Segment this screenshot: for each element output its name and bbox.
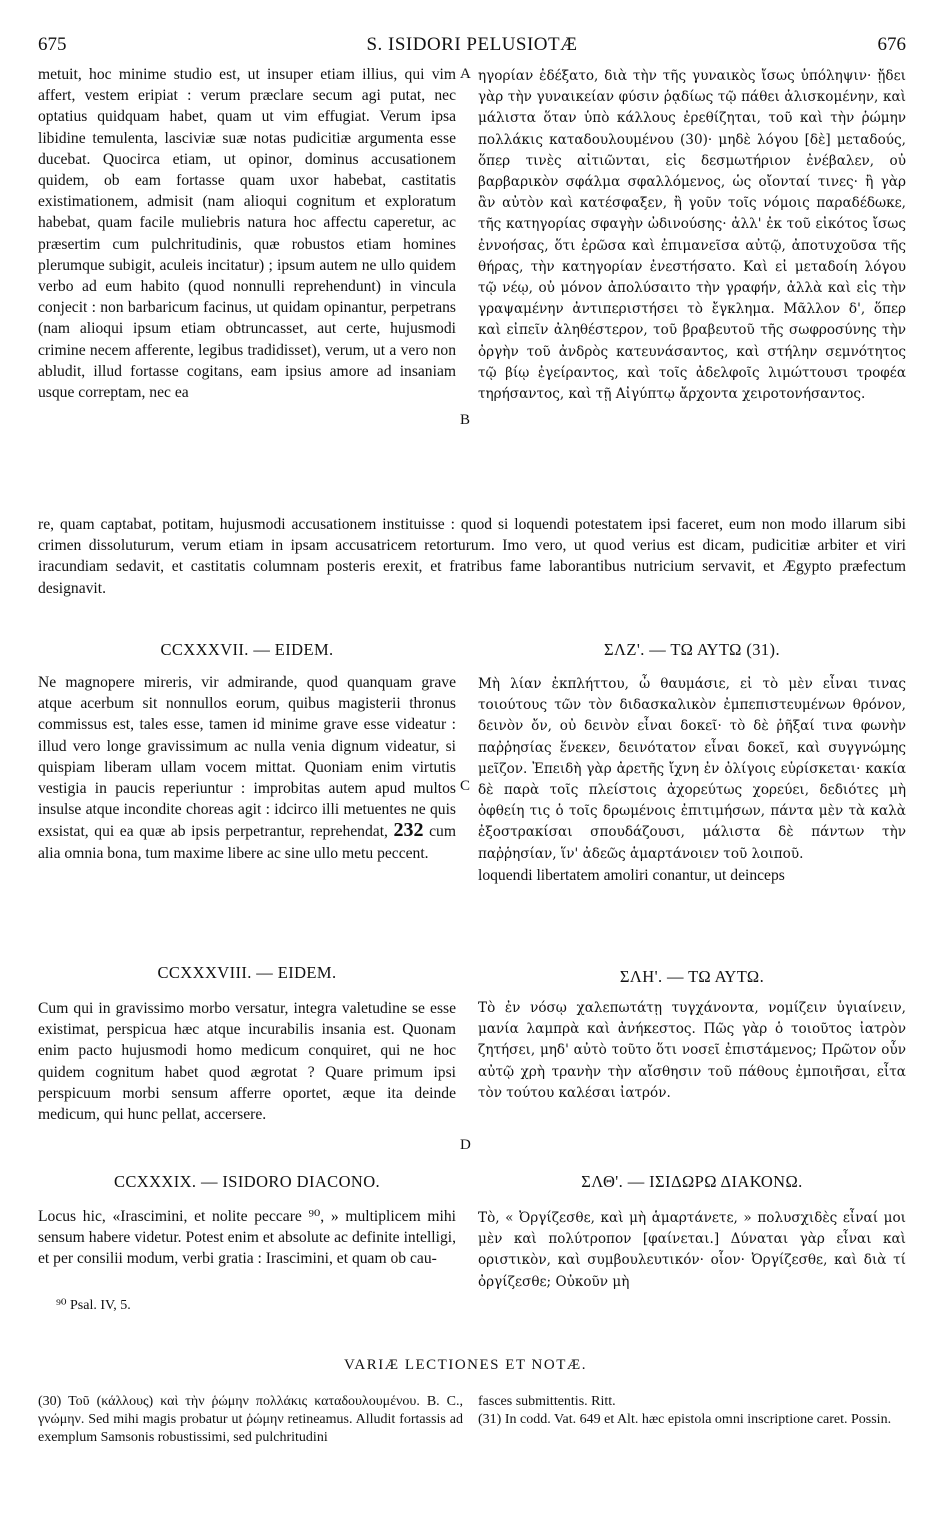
heading-latin-237: CCXXXVII. — EIDEM.	[160, 640, 334, 659]
greek-text-238: Τὸ ἐν νόσῳ χαλεπωτάτῃ τυγχάνοντα, νομίζειν ὑγιαίνειν, μανία λαμπρὰ καὶ ἀνήκεστος. Πῶς γὰρ ὁ τοιοῦτος ἰατρὸν ζητήσει, μηδ' αὐτὸ τοῦτο ὅτι νοσεῖ ἐπιστάμενος; Πρῶτον οὖν αὐτῷ χρὴ τρανὴν τὴν αἴσθησιν τοῦ πάθους ἐμποιῆσαι, εἶτα τὸν τούτου καλέσαι ἰατρόν.	[478, 1000, 906, 1101]
latin-text-239: Locus hic, «Irascimini, et nolite peccare ⁹⁰, » multiplicem mihi sensum habere videtur. Potest enim et absolute ac definite intelligi, et per consilii modum, verbi gratia : Irascimini, et quam ob cau-	[38, 1208, 456, 1268]
latin-column-237	[38, 672, 456, 864]
latin-continuation-237: loquendi libertatem amoliri conantur, ut deinceps	[478, 866, 785, 884]
heading-greek-237: ΣΛΖ'. — ΤΩ ΑΥΤΩ (31).	[604, 640, 780, 659]
running-title: S. ISIDORI PELUSIOTÆ	[366, 34, 578, 55]
greek-column-238	[478, 998, 906, 1104]
latin-text-237-b: cum alia omnia bona, tum maxime libere ac sine ullo metu peccent.	[38, 823, 456, 862]
greek-text-239: Τὸ, « Ὀργίζεσθε, καὶ μὴ ἁμαρτάνετε, » πολυσχιδὲς εἶναί μοι μὲν καὶ πολύτροπον [φαίνεται.] Δύναται γὰρ εἶναι καὶ οριστικὸν, καὶ συμβουλευτικόν· οἷον· Ὀργίζεσθε, καὶ διὰ τί ὀργίζεσθε; Οὐκοῦν μὴ	[478, 1210, 906, 1290]
latin-text-237	[38, 672, 456, 864]
heading-greek-238: ΣΛΗ'. — ΤΩ ΑΥΤΩ.	[619, 967, 765, 986]
margin-letter-b: B	[460, 412, 471, 428]
latin-full-width	[38, 514, 906, 599]
greek-column-top	[478, 66, 906, 405]
greek-column-239	[478, 1208, 906, 1293]
note-30-end: fasces submittentis. Ritt.	[478, 1394, 616, 1409]
latin-text-top: metuit, hoc minime studio est, ut insuper etiam illius, qui vim affert, vestem eripiat : verum præclare secum agi putat, nec optatius quidquam habet, quam ut vim effugiat. Verum ipsa libidine temulenta, lasciviæ suæ notas pudicitiæ argumenta esse ducebat. Quocirca etiam, ut opinor, dominus accusationem quidem, ob eam fortasse quam uxor habebat, castitatis existimationem, admisit (nam alioqui cognitum et exploratum habebat, quam facile muliebris natura hoc affectu caperetur, ac præsertim cum pulchritudinis, quæ robustos etiam homines plerumque subigit, aculeis incitatur) ; ipsum autem ne ullo quidem verbo ad eum habito (quod nonnulli reprehendunt) in vincula conjecit : non barbaricum facinus, ut quidam opinantur, perpetrans (nam alioqui ipsum etiam obtruncasset, aut certe, hujusmodi crimine necem afferente, legibus tradidisset), verum, ut a vero non abludit, illud fortasse cogitans, eam ipsius amore ad insaniam usque correptam, nec ea	[38, 66, 456, 402]
latin-text-237-a: Ne magnopere mireris, vir admirande, quod quanquam grave atque acerbum sit nonnullos eorum, quibus magisterii thronus commissus est, tales esse, tamen id minime grave esse videatur : illud vero longe gravissimum ac nulla venia dignum videatur, si quispiam liberam ullam vocem mittat. Quoniam enim virtutis vestigia in paucis reperiuntur : improbitas autem apud multos insulse atque incondite choreas agit : idcirco illi metuentes ne quis exsistat, qui ea quæ ab ipsis perpetrantur, reprehendat,	[38, 674, 456, 841]
note-30: (30) Τοῦ (κάλλους) καὶ τὴν ῥώμην πολλάκις καταδουλουμένου. B. C., γνώμην. Sed mihi magis probatur ut ῥώμην retineamus. Alludit fortassis ad exemplum Samsonis robustissimi, sed pulchritudini	[38, 1394, 463, 1445]
latin-column-238	[38, 998, 456, 1125]
greek-text-top: ηγορίαν ἐδέξατο, διὰ τὴν τῆς γυναικὸς ἴσως ὑπόληψιν· ᾔδει γὰρ τὴν γυναικείαν φύσιν ῥᾳδίως τῷ πάθει ἁλισκομένην, καὶ μάλιστα ὅταν ὑπὸ κάλλους ἐρεθίζηται, τοῦ καὶ τὴν ῥώμην πολλάκις καταδουλουμένου (30)· μηδὲ λόγου [δὲ] μεταδούς, ὅπερ τινὲς αἰτιῶνται, εἰς δεσμωτήριον ἐνέβαλεν, οὐ βαρβαρικὸν σφάλμα σφαλλόμενος, ὡς οἴονταί τινες· ἢ γὰρ ἂν αὐτὸν καὶ κατέσφαξεν, ἢ γοῦν τοῖς νόμοις παραδέδωκε, τῆς κατηγορίας σφαγὴν ὠδινούσης· ἀλλ' ἐκ τοῦ εἰκότος ἴσως ἐννοήσας, ὅτι ἐρῶσα καὶ ἐπιμανεῖσα αὐτῷ, ἀποτυχοῦσα τῆς θήρας, τὴν κατηγορίαν ἐνεστήσατο. Καὶ εἰ μεταδοίη λόγου τῷ νέῳ, οὐ μόνον ἀπολύσαιτο τὴν γραφήν, ἀλλὰ καὶ εἰς τὴν γραψαμένην ἀντιπεριστήσει τὸ ἔγκλημα. Μᾶλλον δ', ὅπερ καὶ εἰπεῖν ἀληθέστερον, τοῦ βραβευτοῦ τῆς σωφροσύνης τὴν ὀργὴν τοῦ ἀνδρὸς κατευνάσαντος, καὶ στήλην σεμνότητος τῷ βίῳ ἐγείραντος, καὶ τοῖς ἀδελφοῖς λιμώττουσι τροφέα τηρήσαντος, καὶ τῇ Αἰγύπτῳ ἄρχοντα χειροτονήσαντος.	[478, 68, 906, 403]
latin-column-top	[38, 64, 456, 403]
greek-column-237	[478, 674, 906, 886]
page-number-left: 675	[38, 34, 67, 55]
latin-column-239	[38, 1206, 456, 1270]
note-31: (31) In codd. Vat. 649 et Alt. hæc epistola omni inscriptione caret. Possin.	[478, 1412, 892, 1427]
greek-text-237: Μὴ λίαν ἐκπλήττου, ὦ θαυμάσιε, εἰ τὸ μὲν εἶναι τινας τοιούτους τῶν τὸν διδασκαλικὸν ἐμπεπιστευμένων θρόνον, δεινὸν ὄν, οὐ δεινὸν εἶναι δοκεῖ· τὸ δὲ ῥῆξαί τινα φωνὴν παῤῥησίας ἕνεκεν, δεινότατον εἶναι δοκεῖ, καὶ συγγνώμης μεῖζον. Ἐπειδὴ γὰρ ἀρετῆς ἴχνη ἐν ὀλίγοις εὑρίσκεται· κακία δὲ παρὰ τοῖς πλείστοις ἀχορεύτως χορεύει, δεδιότες μὴ ὀφθείη τις ὁ τοῖς δρωμένοις ἐπιτιμήσων, πάντα μὲν τὰ καλὰ ἐξοστρακίσαι σπουδάζουσι, μάλιστα δὲ πάντων τὴν παῤῥησίαν, ἵν' ἀδεῶς ἁμαρτάνοιεν τοῦ λοιποῦ.	[478, 676, 906, 862]
margin-letter-c: C	[460, 778, 471, 794]
heading-greek-239: ΣΛΘ'. — ΙΣΙΔΩΡΩ ΔΙΑΚΟΝΩ.	[581, 1172, 803, 1191]
heading-latin-238: CCXXXVIII. — EIDEM.	[157, 963, 337, 982]
page-number-right: 676	[877, 34, 906, 55]
heading-latin-239: CCXXXIX. — ISIDORO DIACONO.	[113, 1172, 381, 1191]
margin-letter-a: A	[460, 66, 471, 82]
page-header	[38, 34, 906, 62]
column-number: 232	[393, 819, 424, 842]
margin-letter-d: D	[460, 1137, 471, 1153]
latin-text-238: Cum qui in gravissimo morbo versatur, integra valetudine se esse existimat, perspicua hæc atque incurabilis insania est. Quonam enim pacto hujusmodi homo medicum conquiret, qui ne hoc quidem cognitum habet quod ægrotat ? Quare primum ipsi perspicuum morbi sensum afferre oportet, æque ita deinde medicum, qui hunc pellat, accersere.	[38, 1000, 456, 1124]
latin-text-full: re, quam captabat, potitam, hujusmodi accusationem instituisse : quod si loquendi potestatem ipsi faceret, eum non modo illarum sibi crimen dissoluturum, verum etiam in ipsam accusatricem retorturum. Imo vero, ut quod verius est dicam, pudicitiæ arbiter et viri iracundiam sedavit, et castitatis columnam posteris erexit, et fratribus fame laborantibus nutricium servavit, et Ægypto præfectum designavit.	[38, 516, 906, 597]
notes-title: VARIÆ LECTIONES ET NOTÆ.	[344, 1357, 587, 1373]
notes-right-column	[478, 1393, 906, 1429]
footnote: ⁹⁰ Psal. IV, 5.	[56, 1298, 131, 1313]
